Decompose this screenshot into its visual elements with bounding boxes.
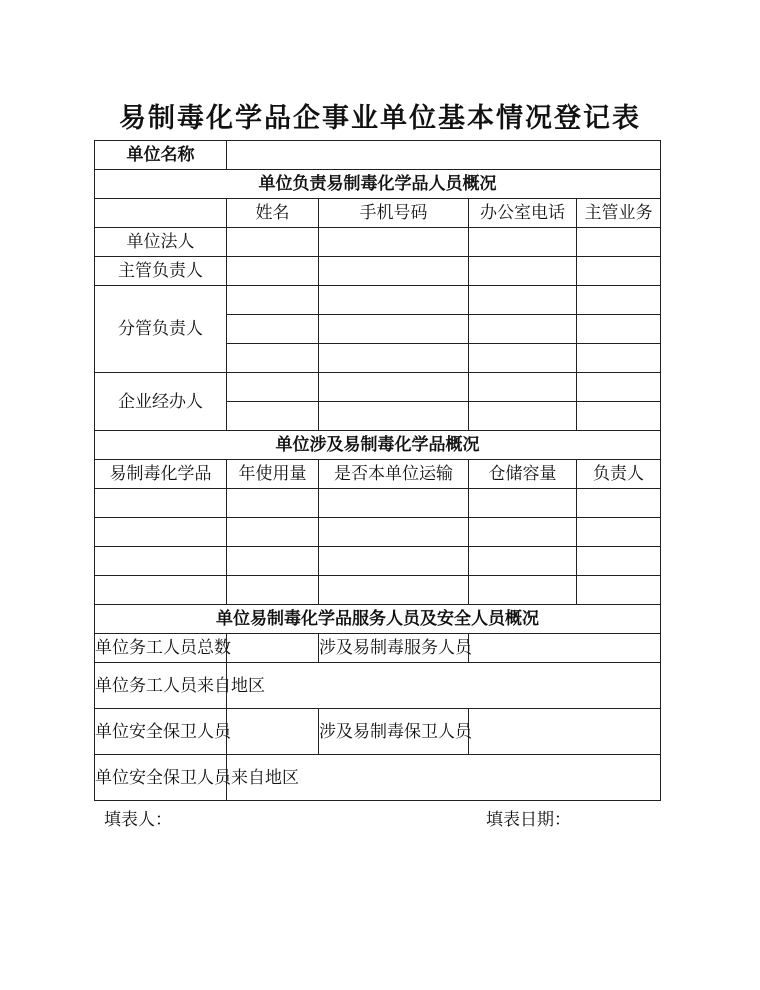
input-cell[interactable] (95, 576, 227, 605)
input-cell[interactable] (469, 547, 577, 576)
input-cell[interactable] (319, 518, 469, 547)
input-cell[interactable] (319, 344, 469, 373)
input-cell[interactable] (469, 489, 577, 518)
col-person-in-charge: 负责人 (577, 460, 661, 489)
input-cell[interactable] (319, 547, 469, 576)
input-cell[interactable] (577, 286, 661, 315)
input-cell[interactable] (319, 286, 469, 315)
col-name: 姓名 (227, 199, 319, 228)
col-self-transport: 是否本单位运输 (319, 460, 469, 489)
row-enterprise-agent: 企业经办人 (95, 373, 227, 431)
input-cell[interactable] (95, 518, 227, 547)
input-cell[interactable] (469, 576, 577, 605)
input-cell[interactable] (319, 257, 469, 286)
row-chief-responsible: 主管负责人 (95, 257, 227, 286)
input-cell[interactable] (227, 634, 319, 663)
input-cell[interactable] (227, 518, 319, 547)
input-cell[interactable] (319, 489, 469, 518)
input-cell[interactable] (577, 257, 661, 286)
input-cell[interactable] (577, 576, 661, 605)
input-cell[interactable] (95, 489, 227, 518)
section1-corner-cell (95, 199, 227, 228)
col-annual-usage: 年使用量 (227, 460, 319, 489)
section2-heading: 单位涉及易制毒化学品概况 (95, 431, 661, 460)
input-cell[interactable] (227, 547, 319, 576)
input-cell[interactable] (469, 402, 577, 431)
input-cell[interactable] (577, 373, 661, 402)
input-cell[interactable] (227, 228, 319, 257)
filler-label: 填表人： (104, 810, 172, 830)
input-cell[interactable] (577, 228, 661, 257)
input-cell[interactable] (577, 489, 661, 518)
security-origin-label: 单位安全保卫人员来自地区 (95, 755, 227, 801)
input-cell[interactable] (227, 286, 319, 315)
service-staff-label: 涉及易制毒服务人员 (319, 634, 469, 663)
security-related-label: 涉及易制毒保卫人员 (319, 709, 469, 755)
row-legal-representative: 单位法人 (95, 228, 227, 257)
input-cell[interactable] (227, 402, 319, 431)
input-cell[interactable] (469, 344, 577, 373)
input-cell[interactable] (319, 315, 469, 344)
input-cell[interactable] (469, 315, 577, 344)
date-label: 填表日期： (486, 810, 571, 830)
input-cell[interactable] (227, 257, 319, 286)
input-cell[interactable] (95, 547, 227, 576)
section3-heading: 单位易制毒化学品服务人员及安全人员概况 (95, 605, 661, 634)
form-title: 易制毒化学品企事业单位基本情况登记表 (119, 103, 641, 134)
input-cell[interactable] (227, 709, 319, 755)
input-cell[interactable] (469, 373, 577, 402)
input-cell[interactable] (227, 344, 319, 373)
input-cell[interactable] (577, 315, 661, 344)
input-cell[interactable] (469, 709, 661, 755)
staff-origin-label: 单位务工人员来自地区 (95, 663, 227, 709)
input-cell[interactable] (469, 518, 577, 547)
registration-table (94, 140, 661, 801)
row-deputy-responsible: 分管负责人 (95, 286, 227, 373)
input-cell[interactable] (227, 373, 319, 402)
input-cell[interactable] (469, 228, 577, 257)
col-storage-capacity: 仓储容量 (469, 460, 577, 489)
col-chemical: 易制毒化学品 (95, 460, 227, 489)
input-cell[interactable] (227, 315, 319, 344)
input-cell[interactable] (577, 402, 661, 431)
input-cell[interactable] (227, 489, 319, 518)
input-cell[interactable] (319, 373, 469, 402)
input-cell[interactable] (319, 576, 469, 605)
input-cell[interactable] (227, 663, 661, 709)
input-cell[interactable] (469, 257, 577, 286)
section1-heading: 单位负责易制毒化学品人员概况 (95, 170, 661, 199)
unit-name-label: 单位名称 (95, 141, 227, 170)
security-staff-label: 单位安全保卫人员 (95, 709, 227, 755)
input-cell[interactable] (469, 286, 577, 315)
unit-name-field[interactable] (227, 141, 661, 170)
input-cell[interactable] (227, 576, 319, 605)
total-staff-label: 单位务工人员总数 (95, 634, 227, 663)
col-office-phone: 办公室电话 (469, 199, 577, 228)
input-cell[interactable] (577, 518, 661, 547)
input-cell[interactable] (319, 402, 469, 431)
input-cell[interactable] (319, 228, 469, 257)
input-cell[interactable] (469, 634, 661, 663)
input-cell[interactable] (577, 344, 661, 373)
input-cell[interactable] (577, 547, 661, 576)
col-business: 主管业务 (577, 199, 661, 228)
col-mobile: 手机号码 (319, 199, 469, 228)
